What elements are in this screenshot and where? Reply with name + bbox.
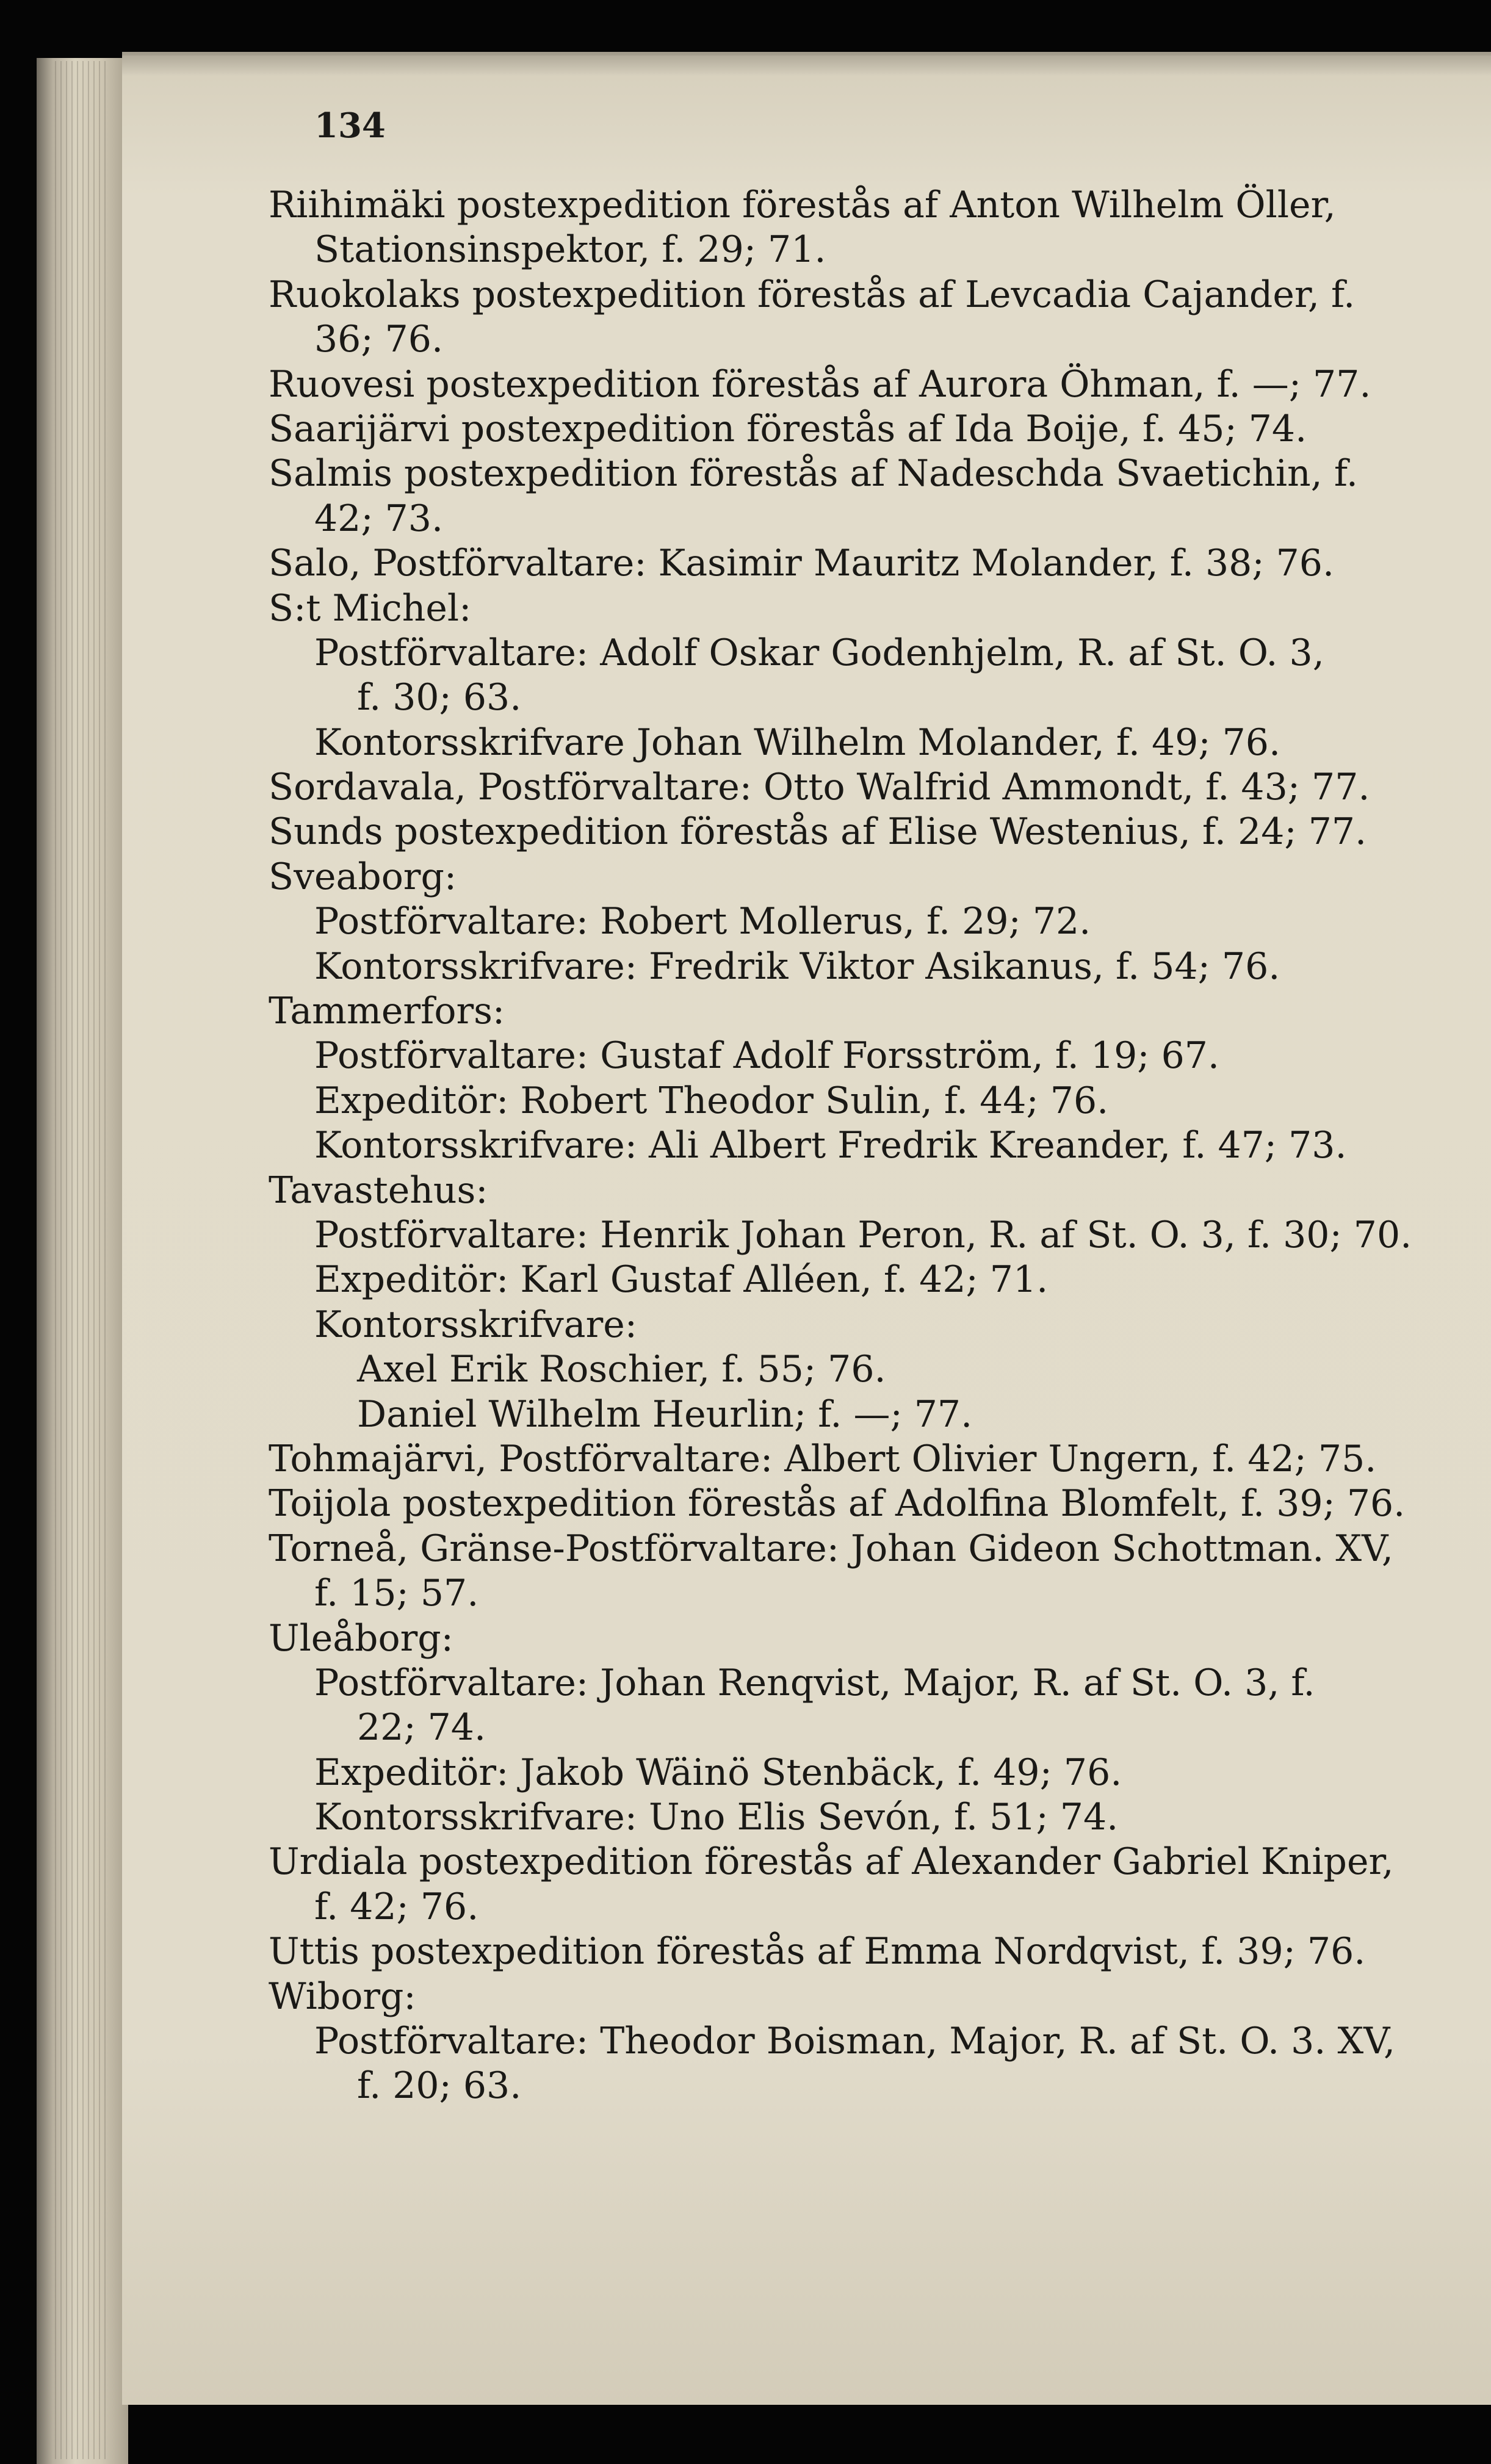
text-line: Sunds postexpedition förestås af Elise Westenius, f. 24; 77. bbox=[269, 810, 1367, 854]
text-line: Postförvaltare: Theodor Boisman, Major, R. af St. O. 3. XV, bbox=[314, 2020, 1396, 2063]
text-line: Postförvaltare: Henrik Johan Peron, R. af St. O. 3, f. 30; 70. bbox=[314, 1213, 1412, 1256]
text-line: Salmis postexpedition förestås af Nadeschda Svaetichin, f. bbox=[269, 452, 1358, 495]
text-line: Kontorsskrifvare: Fredrik Viktor Asikanus, f. 54; 76. bbox=[314, 945, 1280, 988]
text-line: Urdiala postexpedition förestås af Alexander Gabriel Kniper, bbox=[269, 1840, 1394, 1884]
text-line: Uttis postexpedition förestås af Emma Nordqvist, f. 39; 76. bbox=[269, 1930, 1366, 1973]
text-line: Sordavala, Postförvaltare: Otto Walfrid Ammondt, f. 43; 77. bbox=[269, 766, 1370, 809]
text-line: Toijola postexpedition förestås af Adolfina Blomfelt, f. 39; 76. bbox=[269, 1482, 1406, 1526]
text-line: Postförvaltare: Adolf Oskar Godenhjelm, R. af St. O. 3, bbox=[314, 631, 1324, 674]
text-line: Torneå, Gränse-Postförvaltare: Johan Gideon Schottman. XV, bbox=[269, 1527, 1393, 1570]
text-line: Kontorsskrifvare: Uno Elis Sevón, f. 51; 74. bbox=[314, 1796, 1119, 1839]
text-line: Expeditör: Jakob Wäinö Stenbäck, f. 49; 76. bbox=[314, 1751, 1122, 1794]
text-line: Stationsinspektor, f. 29; 71. bbox=[314, 228, 826, 272]
text-line: Kontorsskrifvare: bbox=[314, 1303, 637, 1346]
text-line: Uleåborg: bbox=[269, 1616, 453, 1660]
text-line: S:t Michel: bbox=[269, 586, 472, 630]
text-line: Ruokolaks postexpedition förestås af Levcadia Cajander, f. bbox=[269, 273, 1356, 316]
text-line: Expeditör: Karl Gustaf Alléen, f. 42; 71. bbox=[314, 1258, 1049, 1302]
text-line: f. 30; 63. bbox=[357, 676, 522, 719]
text-line: Axel Erik Roschier, f. 55; 76. bbox=[357, 1348, 886, 1391]
text-line: Wiborg: bbox=[269, 1975, 416, 2018]
text-line: Kontorsskrifvare Johan Wilhelm Molander, f. 49; 76. bbox=[314, 721, 1281, 764]
page-text bbox=[269, 183, 1453, 2109]
text-line: Tohmajärvi, Postförvaltare: Albert Olivier Ungern, f. 42; 75. bbox=[269, 1437, 1377, 1480]
page-number: 134 bbox=[314, 106, 386, 146]
page-edges bbox=[55, 61, 110, 2459]
page-shadow bbox=[122, 52, 1491, 76]
text-line: 22; 74. bbox=[357, 1706, 486, 1749]
text-line: Kontorsskrifvare: Ali Albert Fredrik Kreander, f. 47; 73. bbox=[314, 1124, 1347, 1167]
text-line: f. 42; 76. bbox=[314, 1885, 479, 1928]
text-line: Salo, Postförvaltare: Kasimir Mauritz Molander, f. 38; 76. bbox=[269, 542, 1335, 585]
text-line: Postförvaltare: Gustaf Adolf Forsström, f. 19; 67. bbox=[314, 1034, 1220, 1078]
text-line: 36; 76. bbox=[314, 318, 444, 361]
text-line: Tavastehus: bbox=[269, 1169, 488, 1212]
text-line: Saarijärvi postexpedition förestås af Ida Boije, f. 45; 74. bbox=[269, 407, 1307, 450]
text-line: Postförvaltare: Robert Mollerus, f. 29; 72. bbox=[314, 900, 1091, 943]
text-line: f. 20; 63. bbox=[357, 2064, 522, 2108]
text-line: 42; 73. bbox=[314, 497, 444, 540]
text-line: Riihimäki postexpedition förestås af Anton Wilhelm Öller, bbox=[269, 184, 1336, 226]
text-line: Expeditör: Robert Theodor Sulin, f. 44; 76. bbox=[314, 1079, 1109, 1122]
text-line: f. 15; 57. bbox=[314, 1572, 479, 1615]
text-line: Postförvaltare: Johan Renqvist, Major, R. af St. O. 3, f. bbox=[314, 1661, 1315, 1704]
text-line: Ruovesi postexpedition förestås af Aurora Öhman, f. —; 77. bbox=[269, 362, 1371, 406]
text-line: Daniel Wilhelm Heurlin; f. —; 77. bbox=[357, 1392, 973, 1436]
text-line: Tammerfors: bbox=[269, 990, 505, 1033]
text-line: Sveaborg: bbox=[269, 855, 457, 898]
